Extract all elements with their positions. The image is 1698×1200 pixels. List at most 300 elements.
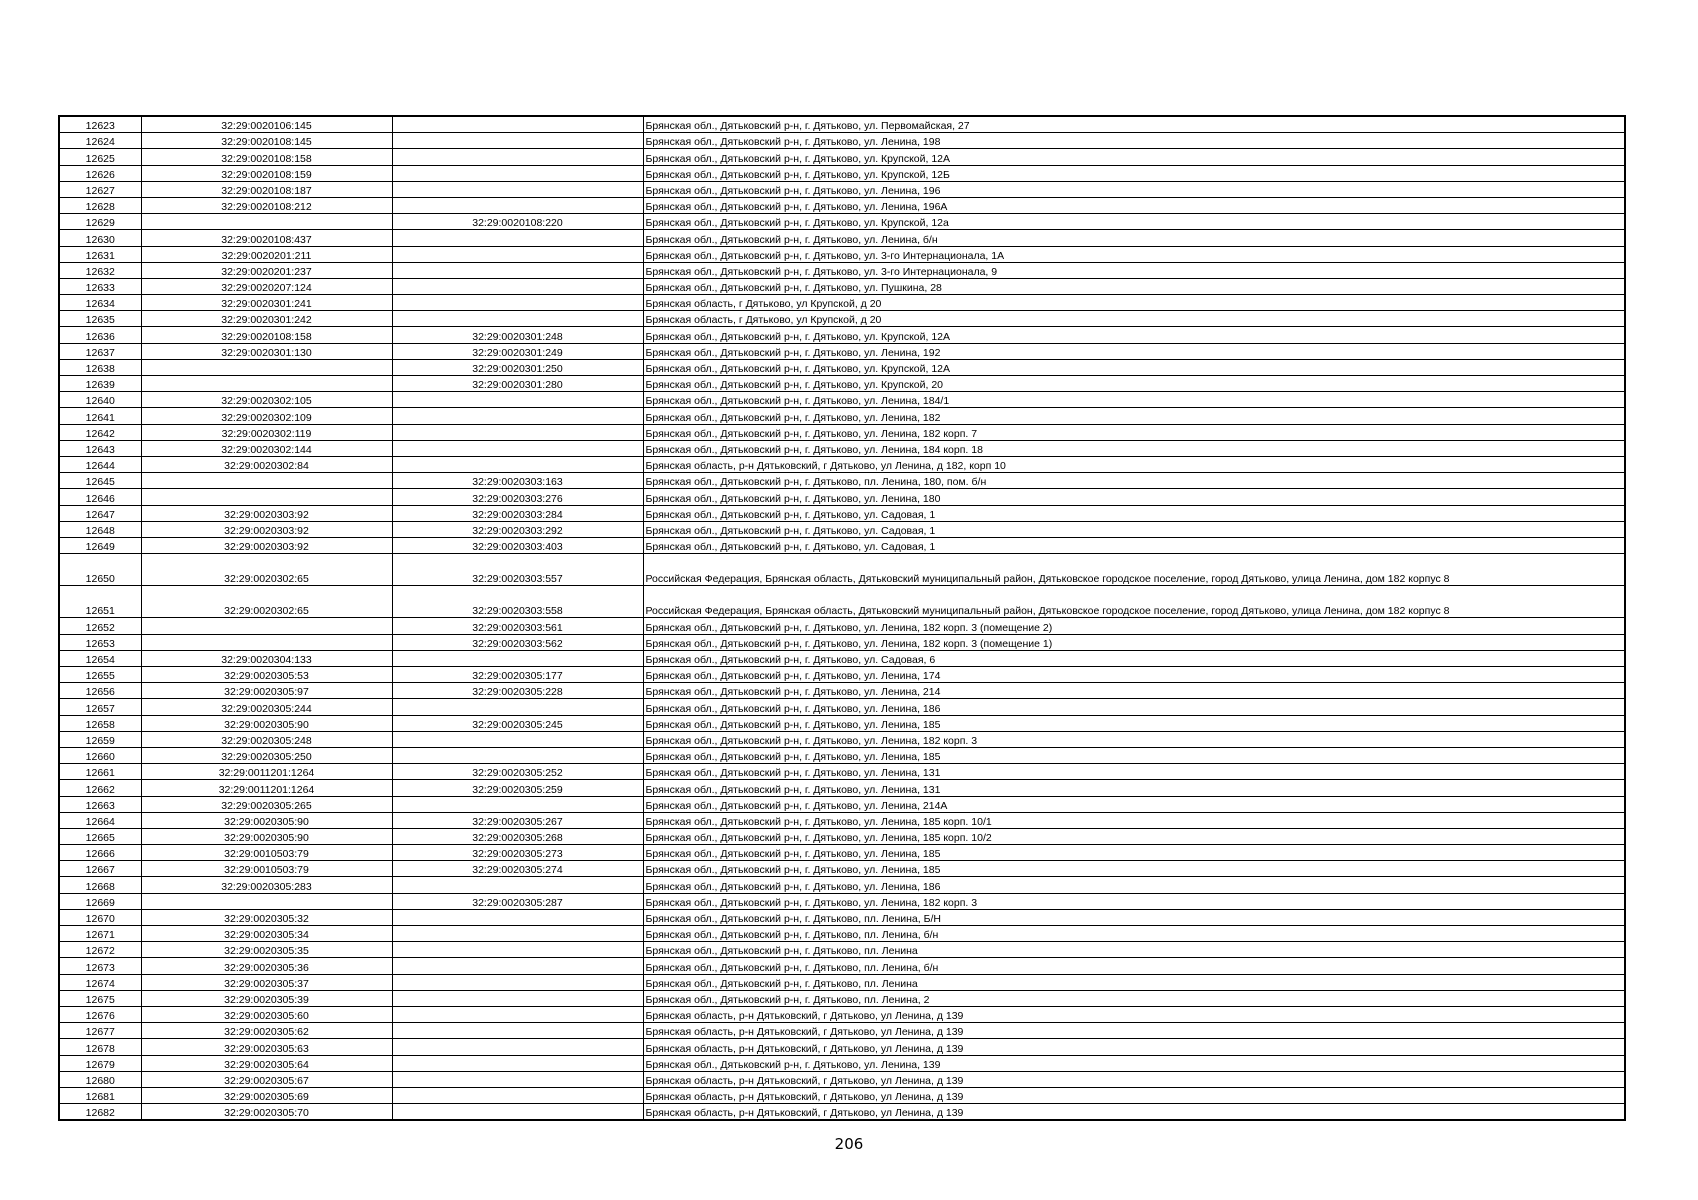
- row-number-cell: 12677: [59, 1023, 141, 1039]
- row-number-cell: 12641: [59, 408, 141, 424]
- object-cadastral-number-cell: [392, 1087, 643, 1103]
- row-number-cell: 12643: [59, 440, 141, 456]
- address-cell: Брянская обл., Дятьковский р-н, г. Дятьково, ул. Крупской, 12Б: [643, 165, 1625, 181]
- object-cadastral-number-cell: [392, 1023, 643, 1039]
- object-cadastral-number-cell: [392, 958, 643, 974]
- object-cadastral-number-cell: [392, 699, 643, 715]
- table-row: [59, 942, 1625, 958]
- object-cadastral-number-cell: [392, 650, 643, 666]
- address-cell: Брянская область, г Дятьково, ул Крупской, д 20: [643, 295, 1625, 311]
- object-cadastral-number-cell: [392, 1039, 643, 1055]
- row-number-cell: 12630: [59, 230, 141, 246]
- table-row: [59, 521, 1625, 537]
- cadastral-number-cell: 32:29:0020305:248: [141, 731, 392, 747]
- address-cell: Брянская область, р-н Дятьковский, г Дятьково, ул Ленина, д 182, корп 10: [643, 456, 1625, 472]
- table-row: [59, 1087, 1625, 1103]
- address-cell: Брянская обл., Дятьковский р-н, г. Дятьково, ул. Крупской, 12а: [643, 214, 1625, 230]
- address-cell: Брянская область, р-н Дятьковский, г Дятьково, ул Ленина, д 139: [643, 1023, 1625, 1039]
- table-row: [59, 197, 1625, 213]
- cadastral-number-cell: 32:29:0020305:250: [141, 747, 392, 763]
- object-cadastral-number-cell: [392, 392, 643, 408]
- table-row: [59, 699, 1625, 715]
- address-cell: Брянская область, г Дятьково, ул Крупской, д 20: [643, 311, 1625, 327]
- cadastral-number-cell: 32:29:0020302:144: [141, 440, 392, 456]
- cadastral-number-cell: [141, 634, 392, 650]
- object-cadastral-number-cell: [392, 974, 643, 990]
- object-cadastral-number-cell: [392, 424, 643, 440]
- cadastral-number-cell: 32:29:0020302:65: [141, 586, 392, 618]
- table-row: [59, 554, 1625, 586]
- cadastral-number-cell: 32:29:0011201:1264: [141, 780, 392, 796]
- cadastral-number-cell: 32:29:0020303:92: [141, 537, 392, 553]
- cadastral-number-cell: 32:29:0020302:105: [141, 392, 392, 408]
- row-number-cell: 12658: [59, 715, 141, 731]
- cadastral-number-cell: 32:29:0020108:158: [141, 327, 392, 343]
- address-cell: Брянская обл., Дятьковский р-н, г. Дятьково, ул. Пушкина, 28: [643, 278, 1625, 294]
- row-number-cell: 12648: [59, 521, 141, 537]
- table-row: [59, 586, 1625, 618]
- cadastral-number-cell: 32:29:0020305:90: [141, 828, 392, 844]
- row-number-cell: 12629: [59, 214, 141, 230]
- table-row: [59, 424, 1625, 440]
- row-number-cell: 12640: [59, 392, 141, 408]
- table-row: [59, 877, 1625, 893]
- object-cadastral-number-cell: [392, 311, 643, 327]
- table-row: [59, 408, 1625, 424]
- cadastral-number-cell: [141, 359, 392, 375]
- object-cadastral-number-cell: 32:29:0020305:267: [392, 812, 643, 828]
- address-cell: Брянская обл., Дятьковский р-н, г. Дятьково, ул. Ленина, 196: [643, 181, 1625, 197]
- address-cell: Брянская обл., Дятьковский р-н, г. Дятьково, ул. Ленина, 185: [643, 845, 1625, 861]
- table-row: [59, 909, 1625, 925]
- cadastral-number-cell: 32:29:0020305:32: [141, 909, 392, 925]
- cadastral-number-cell: 32:29:0020302:109: [141, 408, 392, 424]
- row-number-cell: 12660: [59, 747, 141, 763]
- address-cell: Российская Федерация, Брянская область, Дятьковский муниципальный район, Дятьковское городское поселение, город Дятьково, улица Ленина, дом 182 корпус 8: [643, 586, 1625, 618]
- object-cadastral-number-cell: [392, 909, 643, 925]
- table-row: [59, 311, 1625, 327]
- row-number-cell: 12633: [59, 278, 141, 294]
- address-cell: Брянская обл., Дятьковский р-н, г. Дятьково, ул. 3-го Интернационала, 1А: [643, 246, 1625, 262]
- object-cadastral-number-cell: 32:29:0020305:273: [392, 845, 643, 861]
- row-number-cell: 12639: [59, 376, 141, 392]
- object-cadastral-number-cell: 32:29:0020301:280: [392, 376, 643, 392]
- cadastral-number-cell: [141, 473, 392, 489]
- object-cadastral-number-cell: [392, 116, 643, 133]
- cadastral-number-cell: 32:29:0020305:34: [141, 926, 392, 942]
- table-row: [59, 116, 1625, 133]
- row-number-cell: 12628: [59, 197, 141, 213]
- address-cell: Брянская обл., Дятьковский р-н, г. Дятьково, ул. Ленина, 186: [643, 699, 1625, 715]
- object-cadastral-number-cell: [392, 1006, 643, 1022]
- cadastral-number-cell: 32:29:0020303:92: [141, 521, 392, 537]
- row-number-cell: 12679: [59, 1055, 141, 1071]
- object-cadastral-number-cell: [392, 1055, 643, 1071]
- address-cell: Брянская обл., Дятьковский р-н, г. Дятьково, пл. Ленина, 2: [643, 990, 1625, 1006]
- address-cell: Брянская обл., Дятьковский р-н, г. Дятьково, ул. 3-го Интернационала, 9: [643, 262, 1625, 278]
- object-cadastral-number-cell: [392, 731, 643, 747]
- cadastral-number-cell: 32:29:0020108:212: [141, 197, 392, 213]
- object-cadastral-number-cell: [392, 1104, 643, 1121]
- table-row: [59, 295, 1625, 311]
- object-cadastral-number-cell: 32:29:0020303:562: [392, 634, 643, 650]
- table-row: [59, 343, 1625, 359]
- row-number-cell: 12669: [59, 893, 141, 909]
- address-cell: Брянская обл., Дятьковский р-н, г. Дятьково, ул. Ленина, 185: [643, 747, 1625, 763]
- address-cell: Брянская обл., Дятьковский р-н, г. Дятьково, ул. Ленина, 184/1: [643, 392, 1625, 408]
- table-row: [59, 246, 1625, 262]
- cadastral-number-cell: 32:29:0020305:36: [141, 958, 392, 974]
- object-cadastral-number-cell: 32:29:0020301:249: [392, 343, 643, 359]
- cadastral-number-cell: 32:29:0020304:133: [141, 650, 392, 666]
- object-cadastral-number-cell: 32:29:0020305:177: [392, 667, 643, 683]
- cadastral-number-cell: 32:29:0020305:53: [141, 667, 392, 683]
- row-number-cell: 12653: [59, 634, 141, 650]
- row-number-cell: 12682: [59, 1104, 141, 1121]
- row-number-cell: 12645: [59, 473, 141, 489]
- table-row: [59, 440, 1625, 456]
- row-number-cell: 12623: [59, 116, 141, 133]
- object-cadastral-number-cell: 32:29:0020303:558: [392, 586, 643, 618]
- table-row: [59, 278, 1625, 294]
- cadastral-number-cell: 32:29:0020207:124: [141, 278, 392, 294]
- address-cell: Брянская обл., Дятьковский р-н, г. Дятьково, ул. Ленина, 185 корп. 10/2: [643, 828, 1625, 844]
- address-cell: Брянская обл., Дятьковский р-н, г. Дятьково, ул. Ленина, 182 корп. 3 (помещение 2): [643, 618, 1625, 634]
- row-number-cell: 12681: [59, 1087, 141, 1103]
- row-number-cell: 12642: [59, 424, 141, 440]
- row-number-cell: 12659: [59, 731, 141, 747]
- address-cell: Брянская обл., Дятьковский р-н, г. Дятьково, ул. Ленина, 185: [643, 715, 1625, 731]
- row-number-cell: 12638: [59, 359, 141, 375]
- address-cell: Брянская обл., Дятьковский р-н, г. Дятьково, ул. Ленина, 182 корп. 3: [643, 731, 1625, 747]
- object-cadastral-number-cell: 32:29:0020303:403: [392, 537, 643, 553]
- object-cadastral-number-cell: [392, 230, 643, 246]
- object-cadastral-number-cell: [392, 246, 643, 262]
- address-cell: Брянская обл., Дятьковский р-н, г. Дятьково, ул. Крупской, 12А: [643, 359, 1625, 375]
- address-cell: Брянская обл., Дятьковский р-н, г. Дятьково, ул. Садовая, 1: [643, 537, 1625, 553]
- row-number-cell: 12670: [59, 909, 141, 925]
- row-number-cell: 12662: [59, 780, 141, 796]
- address-cell: Брянская обл., Дятьковский р-н, г. Дятьково, ул. Ленина, 214: [643, 683, 1625, 699]
- row-number-cell: 12664: [59, 812, 141, 828]
- object-cadastral-number-cell: [392, 278, 643, 294]
- table-row: [59, 974, 1625, 990]
- address-cell: Брянская обл., Дятьковский р-н, г. Дятьково, ул. Садовая, 1: [643, 505, 1625, 521]
- address-cell: Брянская обл., Дятьковский р-н, г. Дятьково, ул. Ленина, 196А: [643, 197, 1625, 213]
- table-row: [59, 780, 1625, 796]
- address-cell: Брянская обл., Дятьковский р-н, г. Дятьково, ул. Ленина, 182: [643, 408, 1625, 424]
- row-number-cell: 12671: [59, 926, 141, 942]
- table-row: [59, 149, 1625, 165]
- table-row: [59, 230, 1625, 246]
- address-cell: Брянская область, р-н Дятьковский, г Дятьково, ул Ленина, д 139: [643, 1104, 1625, 1121]
- cadastral-number-cell: 32:29:0020305:64: [141, 1055, 392, 1071]
- row-number-cell: 12627: [59, 181, 141, 197]
- table-row: [59, 327, 1625, 343]
- cadastral-number-cell: 32:29:0020305:63: [141, 1039, 392, 1055]
- object-cadastral-number-cell: 32:29:0020303:163: [392, 473, 643, 489]
- row-number-cell: 12676: [59, 1006, 141, 1022]
- row-number-cell: 12631: [59, 246, 141, 262]
- table-row: [59, 715, 1625, 731]
- cadastral-number-cell: [141, 489, 392, 505]
- address-cell: Брянская обл., Дятьковский р-н, г. Дятьково, пл. Ленина: [643, 974, 1625, 990]
- object-cadastral-number-cell: 32:29:0020108:220: [392, 214, 643, 230]
- address-cell: Брянская обл., Дятьковский р-н, г. Дятьково, пл. Ленина, 180, пом. б/н: [643, 473, 1625, 489]
- address-cell: Брянская обл., Дятьковский р-н, г. Дятьково, ул. Ленина, 182 корп. 3 (помещение 1): [643, 634, 1625, 650]
- address-cell: Брянская обл., Дятьковский р-н, г. Дятьково, ул. Ленина, 182 корп. 7: [643, 424, 1625, 440]
- cadastral-number-cell: 32:29:0020305:60: [141, 1006, 392, 1022]
- address-cell: Брянская обл., Дятьковский р-н, г. Дятьково, ул. Ленина, 180: [643, 489, 1625, 505]
- cadastral-number-cell: [141, 214, 392, 230]
- row-number-cell: 12651: [59, 586, 141, 618]
- address-cell: Брянская обл., Дятьковский р-н, г. Дятьково, ул. Ленина, 192: [643, 343, 1625, 359]
- cadastral-number-cell: 32:29:0020301:130: [141, 343, 392, 359]
- address-cell: Брянская обл., Дятьковский р-н, г. Дятьково, ул. Ленина, 174: [643, 667, 1625, 683]
- cadastral-number-cell: [141, 893, 392, 909]
- address-cell: Брянская область, р-н Дятьковский, г Дятьково, ул Ленина, д 139: [643, 1006, 1625, 1022]
- address-cell: Брянская обл., Дятьковский р-н, г. Дятьково, ул. Ленина, 185: [643, 861, 1625, 877]
- address-cell: Брянская обл., Дятьковский р-н, г. Дятьково, пл. Ленина, Б/Н: [643, 909, 1625, 925]
- row-number-cell: 12652: [59, 618, 141, 634]
- object-cadastral-number-cell: [392, 181, 643, 197]
- table-row: [59, 1023, 1625, 1039]
- table-row: [59, 1071, 1625, 1087]
- object-cadastral-number-cell: 32:29:0020305:228: [392, 683, 643, 699]
- cadastral-number-cell: 32:29:0020305:62: [141, 1023, 392, 1039]
- object-cadastral-number-cell: 32:29:0020301:248: [392, 327, 643, 343]
- address-cell: Брянская обл., Дятьковский р-н, г. Дятьково, ул. Ленина, 198: [643, 133, 1625, 149]
- object-cadastral-number-cell: [392, 408, 643, 424]
- table-row: [59, 1039, 1625, 1055]
- cadastral-number-cell: 32:29:0020301:241: [141, 295, 392, 311]
- table-row: [59, 537, 1625, 553]
- address-cell: Брянская обл., Дятьковский р-н, г. Дятьково, ул. Ленина, 185 корп. 10/1: [643, 812, 1625, 828]
- object-cadastral-number-cell: 32:29:0020303:292: [392, 521, 643, 537]
- address-cell: Российская Федерация, Брянская область, Дятьковский муниципальный район, Дятьковское городское поселение, город Дятьково, улица Ленина, дом 182 корпус 8: [643, 554, 1625, 586]
- table-row: [59, 650, 1625, 666]
- row-number-cell: 12657: [59, 699, 141, 715]
- object-cadastral-number-cell: [392, 456, 643, 472]
- object-cadastral-number-cell: 32:29:0020301:250: [392, 359, 643, 375]
- row-number-cell: 12668: [59, 877, 141, 893]
- cadastral-number-cell: 32:29:0010503:79: [141, 861, 392, 877]
- cadastral-number-cell: 32:29:0020305:39: [141, 990, 392, 1006]
- row-number-cell: 12655: [59, 667, 141, 683]
- table-row: [59, 262, 1625, 278]
- table-row: [59, 731, 1625, 747]
- table-row: [59, 893, 1625, 909]
- table-row: [59, 473, 1625, 489]
- object-cadastral-number-cell: 32:29:0020303:284: [392, 505, 643, 521]
- row-number-cell: 12646: [59, 489, 141, 505]
- cadastral-number-cell: 32:29:0020301:242: [141, 311, 392, 327]
- row-number-cell: 12673: [59, 958, 141, 974]
- object-cadastral-number-cell: [392, 440, 643, 456]
- table-row: [59, 845, 1625, 861]
- row-number-cell: 12663: [59, 796, 141, 812]
- page-number: 206: [834, 1135, 864, 1153]
- table-row: [59, 376, 1625, 392]
- address-cell: Брянская область, р-н Дятьковский, г Дятьково, ул Ленина, д 139: [643, 1071, 1625, 1087]
- table-row: [59, 764, 1625, 780]
- cadastral-number-cell: 32:29:0010503:79: [141, 845, 392, 861]
- object-cadastral-number-cell: [392, 942, 643, 958]
- table-row: [59, 1104, 1625, 1121]
- table-row: [59, 214, 1625, 230]
- address-cell: Брянская обл., Дятьковский р-н, г. Дятьково, ул. Ленина, 131: [643, 764, 1625, 780]
- row-number-cell: 12672: [59, 942, 141, 958]
- address-cell: Брянская обл., Дятьковский р-н, г. Дятьково, ул. Крупской, 12А: [643, 149, 1625, 165]
- row-number-cell: 12637: [59, 343, 141, 359]
- cadastral-number-cell: 32:29:0020201:211: [141, 246, 392, 262]
- row-number-cell: 12632: [59, 262, 141, 278]
- cadastral-number-cell: 32:29:0020305:90: [141, 812, 392, 828]
- table-row: [59, 1055, 1625, 1071]
- row-number-cell: 12678: [59, 1039, 141, 1055]
- row-number-cell: 12626: [59, 165, 141, 181]
- object-cadastral-number-cell: 32:29:0020305:252: [392, 764, 643, 780]
- object-cadastral-number-cell: 32:29:0020303:276: [392, 489, 643, 505]
- address-cell: Брянская обл., Дятьковский р-н, г. Дятьково, ул. Ленина, 131: [643, 780, 1625, 796]
- cadastral-number-cell: 32:29:0020305:97: [141, 683, 392, 699]
- address-cell: Брянская обл., Дятьковский р-н, г. Дятьково, ул. Ленина, б/н: [643, 230, 1625, 246]
- address-cell: Брянская обл., Дятьковский р-н, г. Дятьково, ул. Крупской, 12А: [643, 327, 1625, 343]
- row-number-cell: 12624: [59, 133, 141, 149]
- table-row: [59, 683, 1625, 699]
- row-number-cell: 12665: [59, 828, 141, 844]
- row-number-cell: 12644: [59, 456, 141, 472]
- row-number-cell: 12649: [59, 537, 141, 553]
- cadastral-number-cell: 32:29:0020305:70: [141, 1104, 392, 1121]
- table-row: [59, 861, 1625, 877]
- object-cadastral-number-cell: 32:29:0020305:287: [392, 893, 643, 909]
- table-row: [59, 990, 1625, 1006]
- cadastral-number-cell: 32:29:0020305:283: [141, 877, 392, 893]
- address-cell: Брянская обл., Дятьковский р-н, г. Дятьково, ул. Садовая, 1: [643, 521, 1625, 537]
- row-number-cell: 12654: [59, 650, 141, 666]
- address-cell: Брянская область, р-н Дятьковский, г Дятьково, ул Ленина, д 139: [643, 1039, 1625, 1055]
- object-cadastral-number-cell: [392, 926, 643, 942]
- object-cadastral-number-cell: 32:29:0020303:557: [392, 554, 643, 586]
- address-cell: Брянская обл., Дятьковский р-н, г. Дятьково, ул. Ленина, 139: [643, 1055, 1625, 1071]
- address-cell: Брянская обл., Дятьковский р-н, г. Дятьково, пл. Ленина, б/н: [643, 958, 1625, 974]
- cadastral-number-cell: [141, 376, 392, 392]
- row-number-cell: 12634: [59, 295, 141, 311]
- row-number-cell: 12647: [59, 505, 141, 521]
- cadastral-number-cell: 32:29:0020305:244: [141, 699, 392, 715]
- table-row: [59, 505, 1625, 521]
- object-cadastral-number-cell: [392, 197, 643, 213]
- object-cadastral-number-cell: [392, 295, 643, 311]
- row-number-cell: 12636: [59, 327, 141, 343]
- object-cadastral-number-cell: 32:29:0020305:268: [392, 828, 643, 844]
- table-row: [59, 634, 1625, 650]
- object-cadastral-number-cell: [392, 990, 643, 1006]
- cadastral-number-cell: 32:29:0020302:65: [141, 554, 392, 586]
- table-row: [59, 181, 1625, 197]
- registry-body: [59, 116, 1625, 1120]
- address-cell: Брянская обл., Дятьковский р-н, г. Дятьково, ул. Крупской, 20: [643, 376, 1625, 392]
- address-cell: Брянская обл., Дятьковский р-н, г. Дятьково, ул. Ленина, 184 корп. 18: [643, 440, 1625, 456]
- row-number-cell: 12674: [59, 974, 141, 990]
- cadastral-number-cell: 32:29:0020305:35: [141, 942, 392, 958]
- address-cell: Брянская обл., Дятьковский р-н, г. Дятьково, ул. Садовая, 6: [643, 650, 1625, 666]
- object-cadastral-number-cell: 32:29:0020305:259: [392, 780, 643, 796]
- cadastral-number-cell: 32:29:0020303:92: [141, 505, 392, 521]
- cadastral-number-cell: 32:29:0020305:90: [141, 715, 392, 731]
- address-cell: Брянская обл., Дятьковский р-н, г. Дятьково, пл. Ленина, б/н: [643, 926, 1625, 942]
- address-cell: Брянская обл., Дятьковский р-н, г. Дятьково, ул. Первомайская, 27: [643, 116, 1625, 133]
- cadastral-number-cell: 32:29:0020108:187: [141, 181, 392, 197]
- table-row: [59, 392, 1625, 408]
- object-cadastral-number-cell: 32:29:0020305:245: [392, 715, 643, 731]
- object-cadastral-number-cell: [392, 747, 643, 763]
- table-row: [59, 958, 1625, 974]
- table-row: [59, 747, 1625, 763]
- cadastral-number-cell: 32:29:0020305:69: [141, 1087, 392, 1103]
- object-cadastral-number-cell: [392, 149, 643, 165]
- table-row: [59, 667, 1625, 683]
- row-number-cell: 12661: [59, 764, 141, 780]
- object-cadastral-number-cell: [392, 1071, 643, 1087]
- table-row: [59, 359, 1625, 375]
- object-cadastral-number-cell: [392, 165, 643, 181]
- row-number-cell: 12650: [59, 554, 141, 586]
- table-row: [59, 489, 1625, 505]
- table-row: [59, 133, 1625, 149]
- table-row: [59, 796, 1625, 812]
- row-number-cell: 12625: [59, 149, 141, 165]
- object-cadastral-number-cell: [392, 796, 643, 812]
- cadastral-number-cell: [141, 618, 392, 634]
- object-cadastral-number-cell: 32:29:0020305:274: [392, 861, 643, 877]
- object-cadastral-number-cell: [392, 133, 643, 149]
- cadastral-number-cell: 32:29:0020108:437: [141, 230, 392, 246]
- object-cadastral-number-cell: 32:29:0020303:561: [392, 618, 643, 634]
- cadastral-number-cell: 32:29:0020302:84: [141, 456, 392, 472]
- address-cell: Брянская обл., Дятьковский р-н, г. Дятьково, ул. Ленина, 214А: [643, 796, 1625, 812]
- row-number-cell: 12635: [59, 311, 141, 327]
- table-row: [59, 618, 1625, 634]
- cadastral-number-cell: 32:29:0020106:145: [141, 116, 392, 133]
- row-number-cell: 12666: [59, 845, 141, 861]
- address-cell: Брянская обл., Дятьковский р-н, г. Дятьково, ул. Ленина, 182 корп. 3: [643, 893, 1625, 909]
- property-registry-table: [58, 115, 1626, 1121]
- table-row: [59, 1006, 1625, 1022]
- object-cadastral-number-cell: [392, 877, 643, 893]
- row-number-cell: 12680: [59, 1071, 141, 1087]
- address-cell: Брянская обл., Дятьковский р-н, г. Дятьково, пл. Ленина: [643, 942, 1625, 958]
- cadastral-number-cell: 32:29:0020108:159: [141, 165, 392, 181]
- cadastral-number-cell: 32:29:0020108:145: [141, 133, 392, 149]
- cadastral-number-cell: 32:29:0020302:119: [141, 424, 392, 440]
- cadastral-number-cell: 32:29:0020305:37: [141, 974, 392, 990]
- object-cadastral-number-cell: [392, 262, 643, 278]
- address-cell: Брянская область, р-н Дятьковский, г Дятьково, ул Ленина, д 139: [643, 1087, 1625, 1103]
- cadastral-number-cell: 32:29:0020201:237: [141, 262, 392, 278]
- row-number-cell: 12675: [59, 990, 141, 1006]
- table-row: [59, 926, 1625, 942]
- row-number-cell: 12656: [59, 683, 141, 699]
- cadastral-number-cell: 32:29:0020305:67: [141, 1071, 392, 1087]
- row-number-cell: 12667: [59, 861, 141, 877]
- table-row: [59, 456, 1625, 472]
- cadastral-number-cell: 32:29:0020108:158: [141, 149, 392, 165]
- table-row: [59, 812, 1625, 828]
- table-row: [59, 165, 1625, 181]
- table-row: [59, 828, 1625, 844]
